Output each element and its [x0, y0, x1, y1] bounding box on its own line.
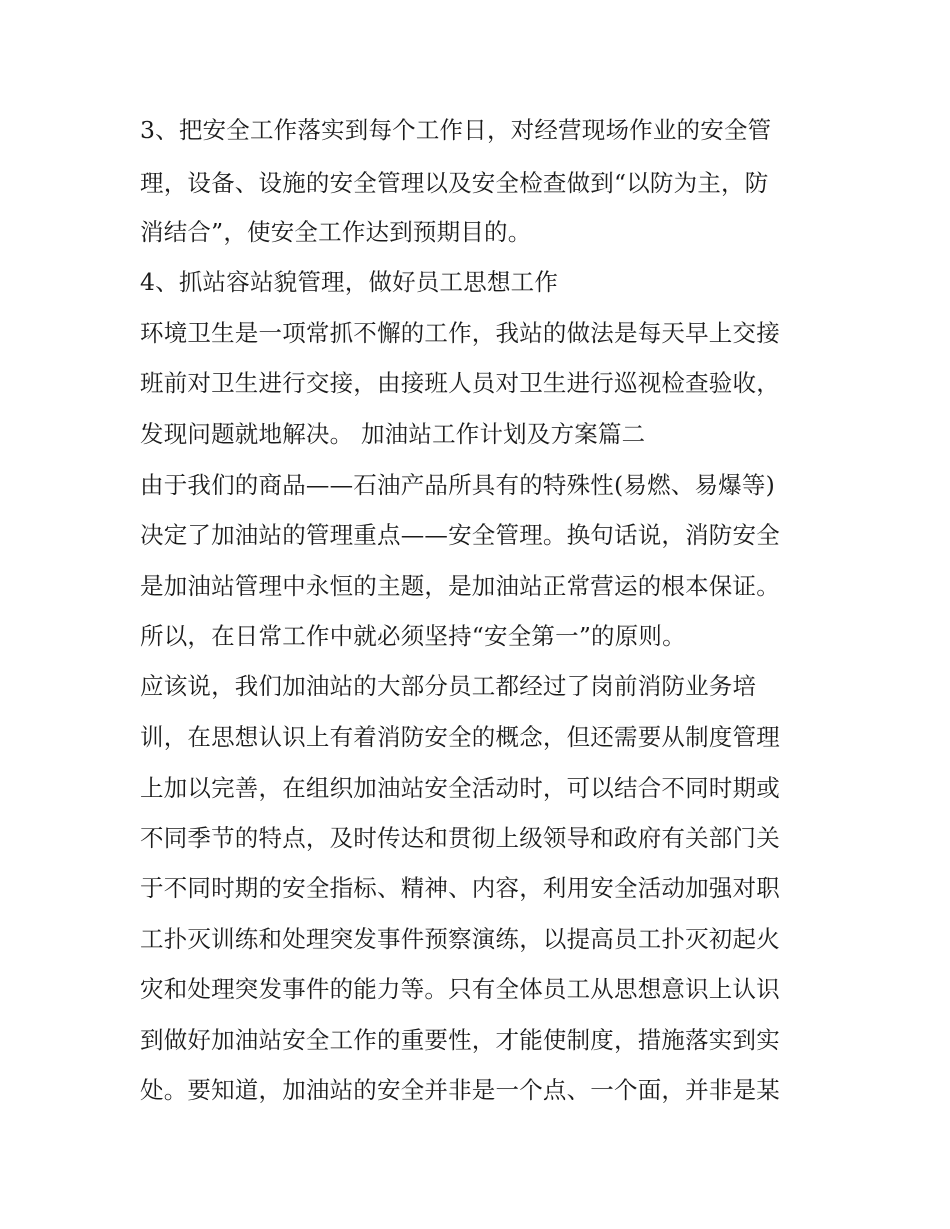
text-line: 是加油站管理中永恒的主题，是加油站正常营运的根本保证。	[140, 572, 780, 600]
text-line: 于不同时期的安全指标、精神、内容，利用安全活动加强对职	[140, 874, 780, 902]
text-line: 处。要知道，加油站的安全并非是一个点、一个面，并非是某	[140, 1076, 780, 1104]
text-line: 理，设备、设施的安全管理以及安全检查做到“以防为主，防	[140, 169, 769, 197]
text-line: 灾和处理突发事件的能力等。只有全体员工从思想意识上认识	[140, 975, 780, 1003]
text-line: 3、把安全工作落实到每个工作日，对经营现场作业的安全管	[140, 116, 772, 144]
text-line: 由于我们的商品——石油产品所具有的特殊性(易燃、易爆等)	[140, 471, 775, 499]
section-heading: 4、抓站容站貌管理，做好员工思想工作	[140, 268, 559, 296]
text-line: 决定了加油站的管理重点——安全管理。换句话说，消防安全	[140, 521, 780, 549]
text-line: 到做好加油站安全工作的重要性，才能使制度，措施落实到实	[140, 1026, 780, 1054]
text-line: 训，在思想认识上有着消防安全的概念，但还需要从制度管理	[140, 723, 780, 751]
text-line: 消结合”，使安全工作达到预期目的。	[140, 218, 532, 246]
text-line: 环境卫生是一项常抓不懈的工作，我站的做法是每天早上交接	[140, 319, 780, 347]
text-line: 工扑灭训练和处理突发事件预察演练，以提高员工扑灭初起火	[140, 925, 780, 953]
text-line: 所以，在日常工作中就必须坚持“安全第一”的原则。	[140, 622, 686, 650]
text-line: 上加以完善，在组织加油站安全活动时，可以结合不同时期或	[140, 774, 780, 802]
text-line: 发现问题就地解决。 加油站工作计划及方案篇二	[140, 420, 646, 448]
text-line: 不同季节的特点，及时传达和贯彻上级领导和政府有关部门关	[140, 824, 780, 852]
text-line: 班前对卫生进行交接，由接班人员对卫生进行巡视检查验收，	[140, 369, 780, 397]
text-line: 应该说，我们加油站的大部分员工都经过了岗前消防业务培	[140, 672, 757, 700]
